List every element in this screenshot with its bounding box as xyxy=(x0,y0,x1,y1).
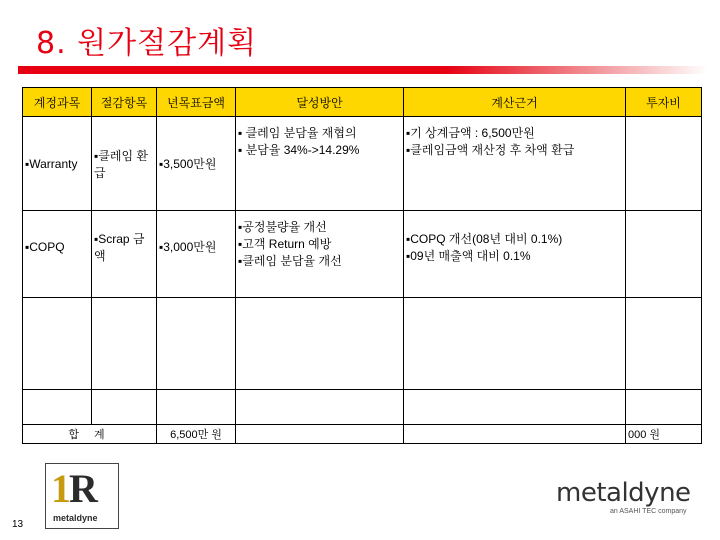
basis-line: ▪클레임금액 재산정 후 차액 환급 xyxy=(406,143,575,157)
brand-subtitle: an ASAHI TEC company xyxy=(610,508,687,515)
company-logo-1r xyxy=(45,463,117,527)
header-basis: 계산근거 xyxy=(404,88,626,117)
table-row xyxy=(23,211,702,298)
basis-line: ▪COPQ 개선(08년 대비 0.1%) xyxy=(406,232,563,246)
title-underline xyxy=(18,66,708,74)
header-plan: 달성방안 xyxy=(236,88,404,117)
cell-account: ▪COPQ xyxy=(23,211,92,298)
header-account: 계정과목 xyxy=(23,88,92,117)
table-row xyxy=(23,117,702,211)
total-label: 합 계 xyxy=(23,425,157,444)
plan-line: ▪고객 Return 예방 xyxy=(238,237,332,251)
plan-line: ▪ 분담율 34%->14.29% xyxy=(238,143,360,157)
cell-account: ▪Warranty xyxy=(23,117,92,211)
cell-target: ▪3,000만원 xyxy=(157,211,236,298)
plan-line: ▪클레임 분담율 개선 xyxy=(238,254,342,268)
header-row xyxy=(23,88,702,117)
cell-invest xyxy=(626,117,702,211)
plan-line: ▪공정불량율 개선 xyxy=(238,220,327,234)
header-invest: 투자비 xyxy=(626,88,702,117)
cell-item: ▪클레임 환급 xyxy=(92,117,157,211)
page-number: 13 xyxy=(12,519,24,530)
brand-logo-metaldyne: metaldyne xyxy=(556,478,691,508)
cell-plan xyxy=(236,117,404,211)
cell-plan xyxy=(236,211,404,298)
cell-basis xyxy=(404,211,626,298)
table-row-empty xyxy=(23,298,702,390)
cell-invest xyxy=(626,211,702,298)
total-invest: 000 원 xyxy=(626,425,702,444)
table-row-empty xyxy=(23,390,702,425)
header-target: 년목표금액 xyxy=(157,88,236,117)
plan-line: ▪ 클레임 분담율 재협의 xyxy=(238,126,357,140)
page-title: 8. 원가절감계획 xyxy=(36,26,258,61)
cell-item: ▪Scrap 금액 xyxy=(92,211,157,298)
total-row xyxy=(23,425,702,444)
total-target: 6,500만 원 xyxy=(157,425,236,444)
logo-1-glyph: 1 xyxy=(51,466,71,511)
header-item: 절감항목 xyxy=(92,88,157,117)
cell-target: ▪3,500만원 xyxy=(157,117,236,211)
basis-line: ▪09년 매출액 대비 0.1% xyxy=(406,249,531,263)
basis-line: ▪기 상계금액 : 6,500만원 xyxy=(406,126,535,140)
cell-basis xyxy=(404,117,626,211)
cost-reduction-table xyxy=(22,87,702,444)
logo-tagline: metaldyne xyxy=(53,513,98,523)
logo-r-glyph: R xyxy=(69,466,98,511)
